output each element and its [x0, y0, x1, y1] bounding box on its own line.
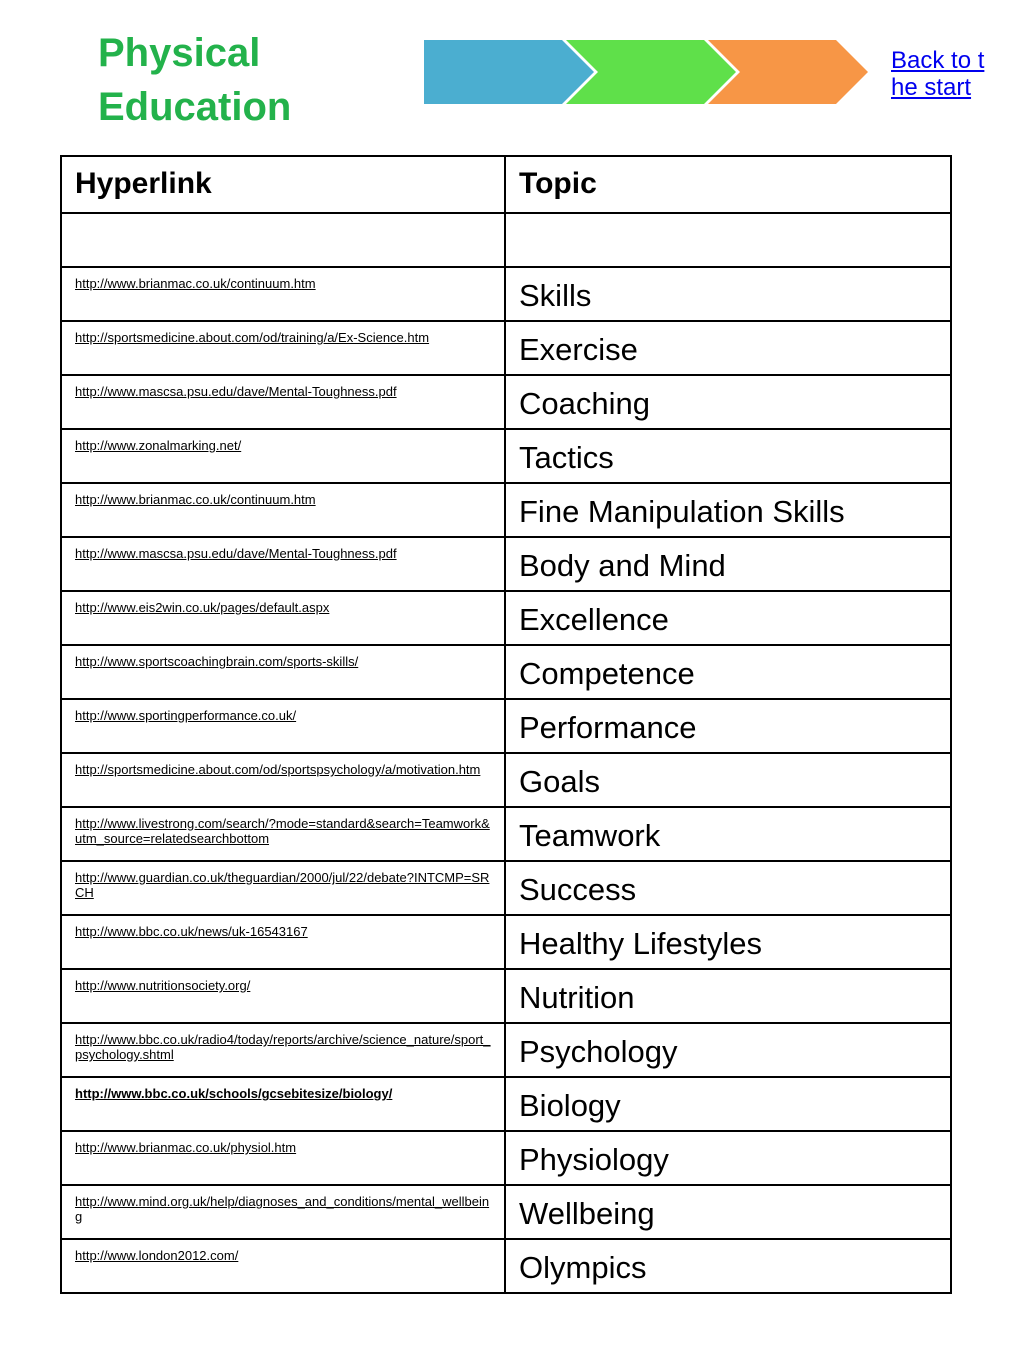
hyperlink[interactable]: http://www.mind.org.uk/help/diagnoses_and_conditions/mental_wellbeing: [75, 1194, 490, 1224]
table-row: [61, 375, 951, 429]
hyperlink-cell: [61, 213, 505, 267]
table-row: [61, 537, 951, 591]
topic-cell: Competence: [505, 645, 951, 699]
hyperlink-cell: [61, 753, 505, 807]
back-to-start-link[interactable]: Back to the start: [891, 47, 985, 101]
topic-cell: Nutrition: [505, 969, 951, 1023]
table-row: [61, 1239, 951, 1293]
topic-cell: Psychology: [505, 1023, 951, 1077]
hyperlink-cell: [61, 1023, 505, 1077]
hyperlink-cell: [61, 1131, 505, 1185]
hyperlink[interactable]: http://www.sportscoachingbrain.com/sports-skills/: [75, 654, 359, 669]
topic-cell: Teamwork: [505, 807, 951, 861]
topic-cell: Biology: [505, 1077, 951, 1131]
table-row: [61, 213, 951, 267]
hyperlink-cell: [61, 321, 505, 375]
hyperlink-cell: [61, 537, 505, 591]
table-row: [61, 753, 951, 807]
hyperlink[interactable]: http://www.brianmac.co.uk/continuum.htm: [75, 492, 316, 507]
table-row: [61, 699, 951, 753]
table-row: [61, 591, 951, 645]
topic-cell: Goals: [505, 753, 951, 807]
hyperlink[interactable]: http://www.london2012.com/: [75, 1248, 239, 1263]
table-row: [61, 1185, 951, 1239]
hyperlink-cell: [61, 645, 505, 699]
topic-cell: [505, 213, 951, 267]
table-row: [61, 1023, 951, 1077]
hyperlink-cell: [61, 429, 505, 483]
topic-cell: Skills: [505, 267, 951, 321]
table-row: [61, 861, 951, 915]
hyperlink[interactable]: http://sportsmedicine.about.com/od/sportspsychology/a/motivation.htm: [75, 762, 481, 777]
hyperlink[interactable]: http://sportsmedicine.about.com/od/training/a/Ex-Science.htm: [75, 330, 430, 345]
topic-cell: Wellbeing: [505, 1185, 951, 1239]
hyperlink[interactable]: http://www.bbc.co.uk/news/uk-16543167: [75, 924, 308, 939]
table-header-row: [61, 156, 951, 213]
hyperlink[interactable]: http://www.eis2win.co.uk/pages/default.aspx: [75, 600, 330, 615]
hyperlink[interactable]: http://www.guardian.co.uk/theguardian/2000/jul/22/debate?INTCMP=SRCH: [75, 870, 490, 900]
topic-cell: Tactics: [505, 429, 951, 483]
table-row: [61, 1131, 951, 1185]
hyperlink[interactable]: http://www.livestrong.com/search/?mode=standard&search=Teamwork&utm_source=relatedsearchbottom: [75, 816, 490, 846]
topic-cell: Excellence: [505, 591, 951, 645]
topic-cell: Olympics: [505, 1239, 951, 1293]
hyperlink[interactable]: http://www.mascsa.psu.edu/dave/Mental-Toughness.pdf: [75, 546, 397, 561]
table-row: [61, 429, 951, 483]
hyperlink-cell: [61, 969, 505, 1023]
table-row: [61, 915, 951, 969]
page-title: Physical Education: [98, 31, 292, 129]
hyperlink[interactable]: http://www.bbc.co.uk/radio4/today/reports/archive/science_nature/sport_psychology.shtml: [75, 1032, 491, 1062]
topic-cell: Exercise: [505, 321, 951, 375]
table-row: [61, 321, 951, 375]
hyperlink[interactable]: http://www.brianmac.co.uk/continuum.htm: [75, 276, 316, 291]
hyperlink-cell: [61, 1077, 505, 1131]
hyperlink[interactable]: http://www.zonalmarking.net/: [75, 438, 242, 453]
hyperlink-cell: [61, 1185, 505, 1239]
hyperlink-cell: [61, 375, 505, 429]
hyperlink-cell: [61, 1239, 505, 1293]
topic-cell: Success: [505, 861, 951, 915]
hyperlink[interactable]: http://www.sportingperformance.co.uk/: [75, 708, 297, 723]
hyperlink[interactable]: http://www.brianmac.co.uk/physiol.htm: [75, 1140, 297, 1155]
table-row: [61, 1077, 951, 1131]
hyperlink[interactable]: http://www.bbc.co.uk/schools/gcsebitesize/biology/: [75, 1086, 393, 1101]
topic-cell: Healthy Lifestyles: [505, 915, 951, 969]
hyperlink-cell: [61, 267, 505, 321]
topic-cell: Performance: [505, 699, 951, 753]
table-row: [61, 969, 951, 1023]
header-topic: Topic: [505, 156, 951, 213]
hyperlink[interactable]: http://www.mascsa.psu.edu/dave/Mental-Toughness.pdf: [75, 384, 397, 399]
table-row: [61, 267, 951, 321]
hyperlink-cell: [61, 591, 505, 645]
hyperlink-topic-table: [60, 155, 952, 1294]
hyperlink-cell: [61, 699, 505, 753]
table-row: [61, 645, 951, 699]
hyperlink-cell: [61, 915, 505, 969]
topic-cell: Physiology: [505, 1131, 951, 1185]
hyperlink-cell: [61, 807, 505, 861]
topic-cell: Body and Mind: [505, 537, 951, 591]
table-row: [61, 483, 951, 537]
header-hyperlink: Hyperlink: [61, 156, 505, 213]
table-row: [61, 807, 951, 861]
topic-cell: Fine Manipulation Skills: [505, 483, 951, 537]
chevron-1: [424, 40, 594, 104]
chevron-process-graphic: [422, 38, 872, 106]
topic-cell: Coaching: [505, 375, 951, 429]
hyperlink[interactable]: http://www.nutritionsociety.org/: [75, 978, 251, 993]
hyperlink-cell: [61, 861, 505, 915]
hyperlink-cell: [61, 483, 505, 537]
